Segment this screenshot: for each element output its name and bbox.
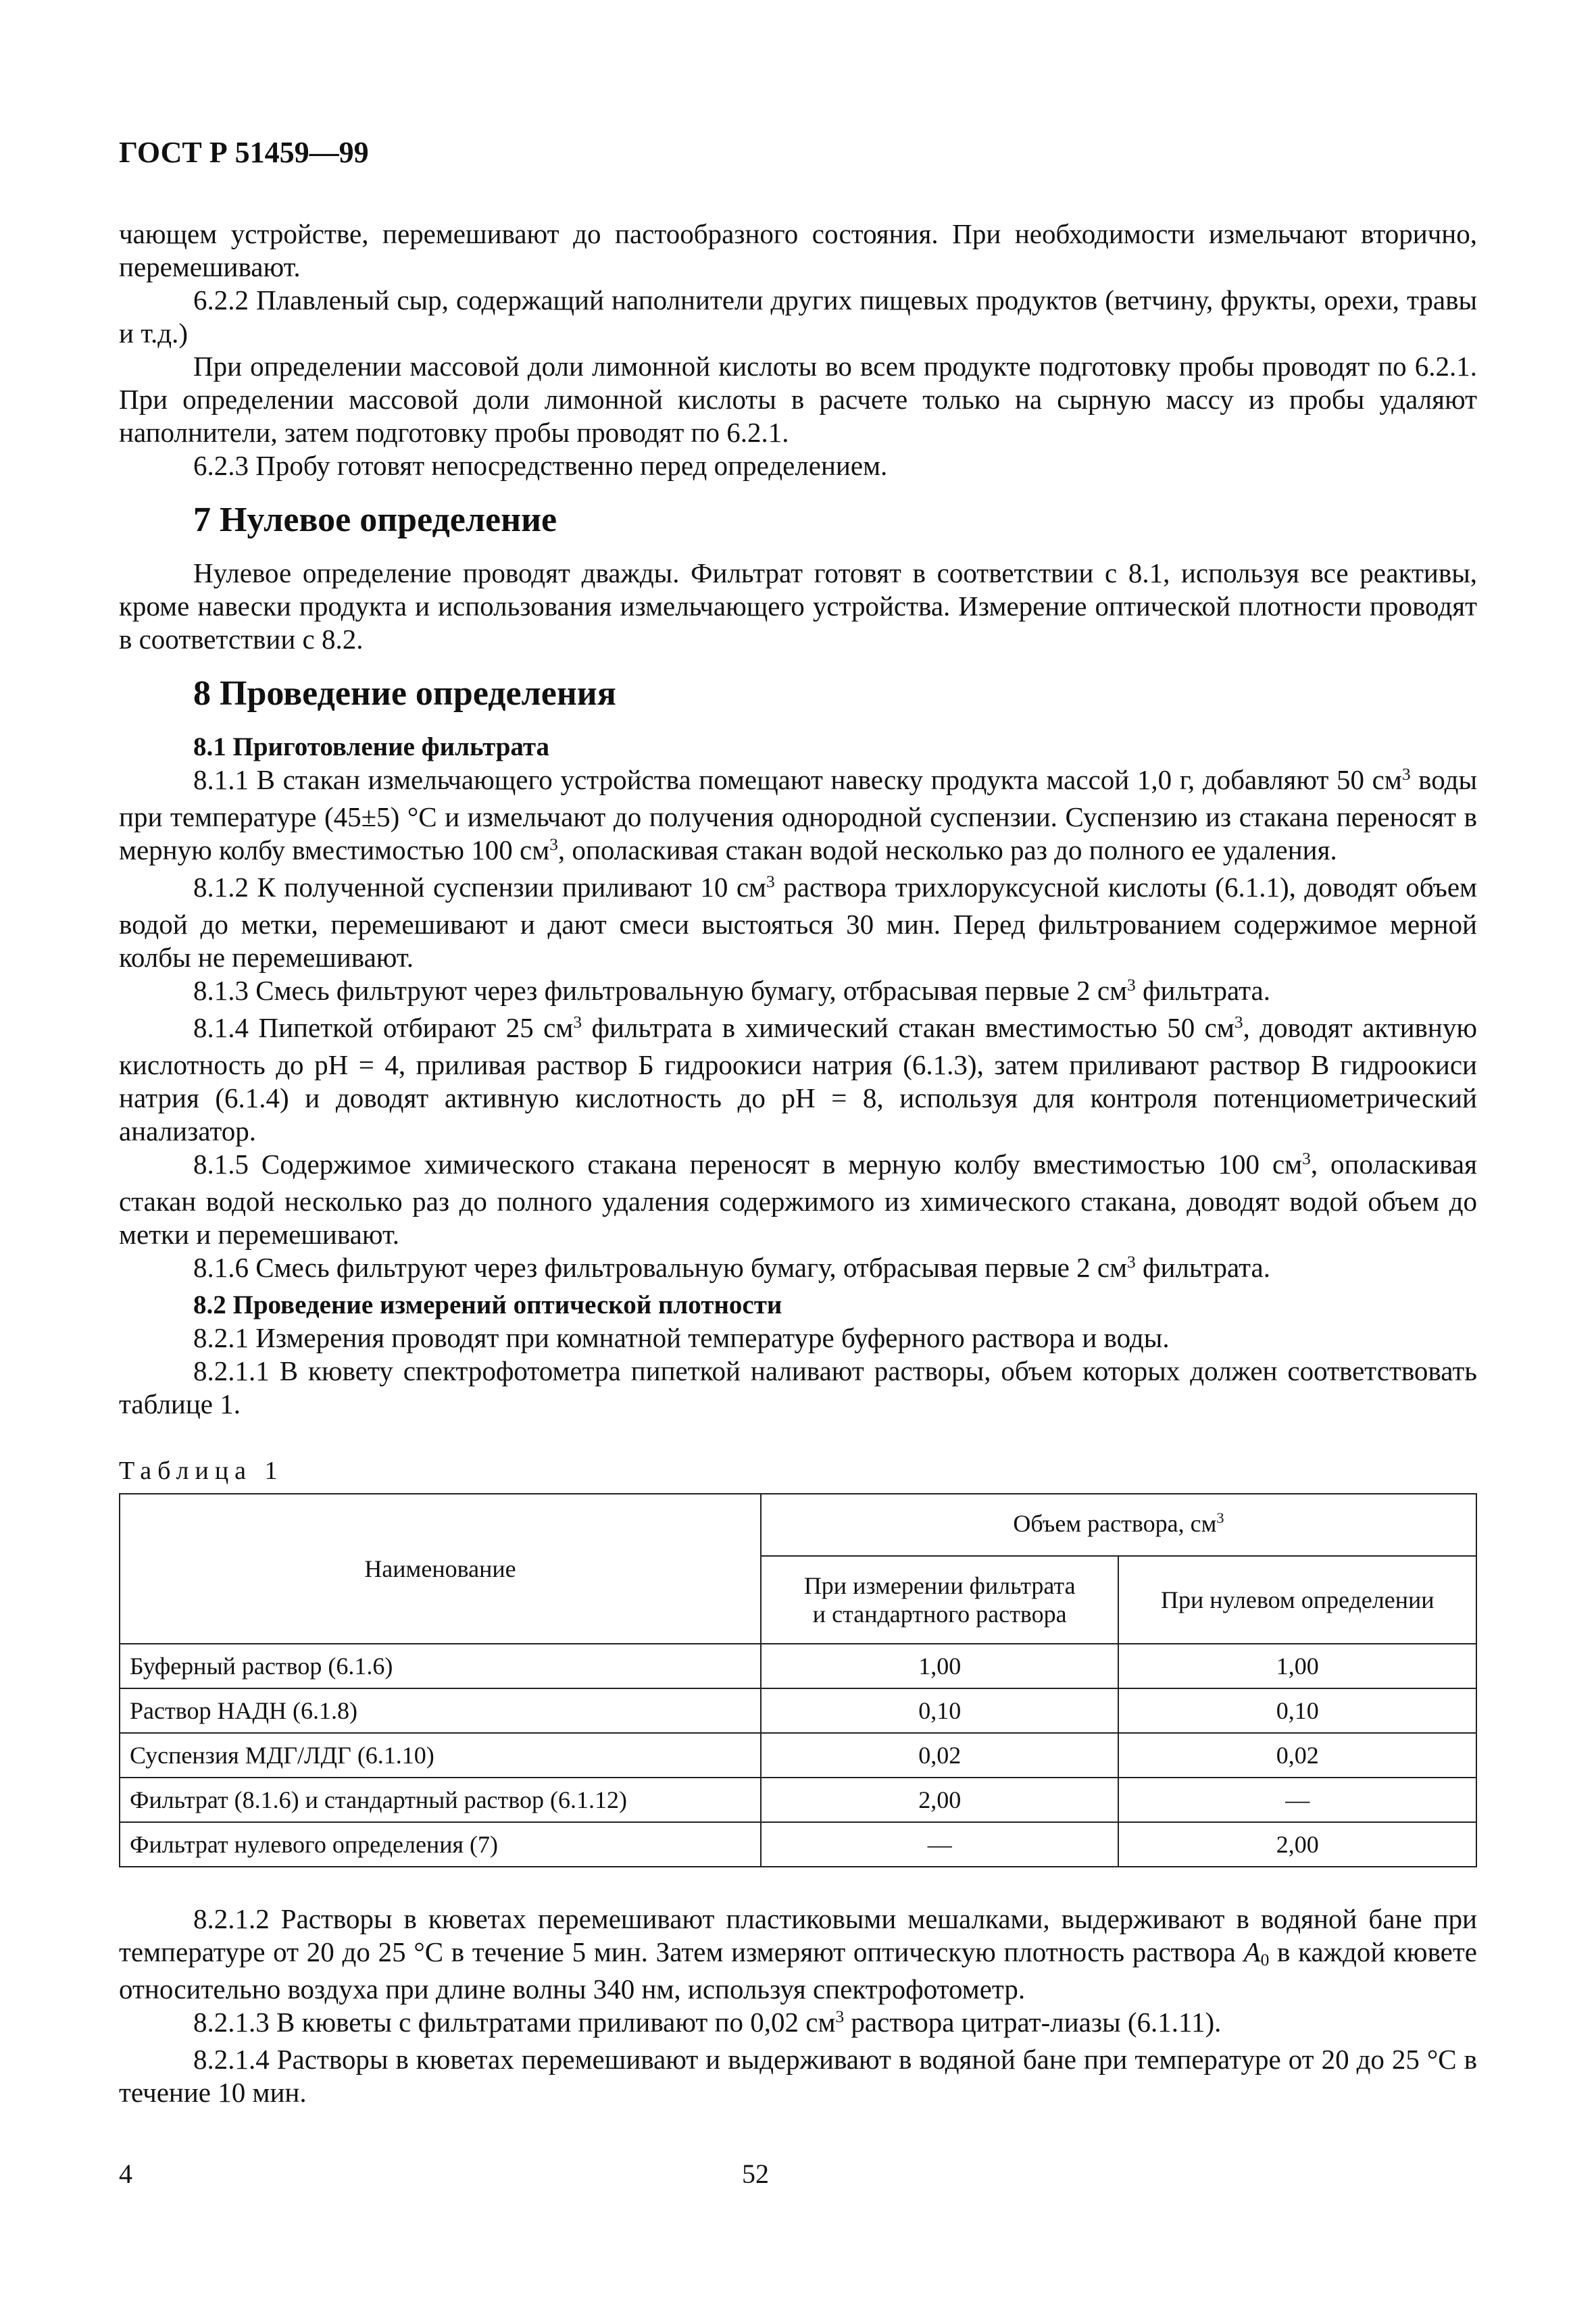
table-row (120, 1644, 1476, 1688)
superscript: 3 (1302, 1149, 1311, 1169)
cell-value: 2,00 (1118, 1822, 1476, 1867)
superscript: 3 (766, 872, 775, 892)
table-row (120, 1778, 1476, 1822)
superscript: 3 (1127, 976, 1136, 995)
paragraph-8-1-3 (119, 974, 1477, 1011)
cell-value: 0,02 (1118, 1733, 1476, 1778)
superscript: 3 (1234, 1013, 1243, 1032)
cell-value: 1,00 (761, 1644, 1119, 1688)
cell-value: — (761, 1822, 1119, 1867)
cell-value: 0,10 (1118, 1688, 1476, 1733)
text-run: фильтрата. (1135, 975, 1270, 1006)
paragraph-8-2-1: 8.2.1 Измерения проводят при комнатной температуре буферного раствора и воды. (193, 1322, 1170, 1353)
table-row (120, 1688, 1476, 1733)
cell-value: — (1118, 1778, 1476, 1822)
paragraph-8-2-1-3 (119, 2006, 1477, 2043)
text-run: 8.1.5 Содержимое химического стакана переносят в мерную колбу вместимостью 100 см (193, 1149, 1303, 1180)
superscript: 3 (573, 1013, 582, 1032)
absorbance-symbol: A (1243, 1936, 1261, 1967)
paragraph-8-2-1-1: 8.2.1.1 В кювету спектрофотометра пипеткой наливают растворы, объем которых должен соответствовать таблице 1. (119, 1355, 1477, 1419)
paragraph-6-2-2: 6.2.2 Плавленый сыр, содержащий наполнители других пищевых продуктов (ветчину, фрукты, орехи, травы и т.д.) (119, 284, 1477, 349)
text-run: 8.1.1 В стакан измельчающего устройства помещают навеску продукта массой 1,0 г, добавляют 50 см (193, 764, 1402, 795)
cell-name: Фильтрат (8.1.6) и стандартный раствор (6.1.12) (120, 1778, 761, 1822)
subscript: 0 (1260, 1951, 1270, 1970)
paragraph-continuation: чающем устройстве, перемешивают до пастообразного состояния. При необходимости измельчают вторично, перемешивают. (119, 218, 1477, 282)
paragraph-8-1-2 (119, 871, 1477, 974)
header-volume-group (761, 1494, 1476, 1556)
table-row (120, 1733, 1476, 1778)
text-run: , ополаскивая стакан водой несколько раз до полного удаления содержимого из химического стакана, доводят водой объем до метки и перемешивают. (119, 1149, 1477, 1250)
text-run: 8.2.1.2 Растворы в кюветах перемешивают пластиковыми мешалками, выдерживают в водяной бане при температуре от 20 до 25 °С в течение 5 мин. Затем измеряют оптическую плотность раствора (119, 1903, 1477, 1967)
paragraph-8-1-1 (119, 763, 1477, 871)
page-number-left: 4 (119, 2159, 132, 2189)
table-caption: Таблица 1 (119, 1457, 284, 1485)
text-run: 8.2.1.3 В кюветы с фильтратами приливают по 0,02 см (193, 2007, 836, 2038)
document-body (119, 218, 1477, 2109)
paragraph-6-2-3: 6.2.3 Пробу готовят непосредственно перед определением. (193, 450, 888, 481)
header-line: и стандартного раствора (812, 1601, 1067, 1628)
text-run: воды при температуре (45±5) °С и измельчают до получения однородной суспензии. Суспензию из стакана переносят в мерную колбу вместимостью 100 см (119, 764, 1477, 865)
document-header: ГОСТ Р 51459—99 (119, 136, 369, 169)
text-run: раствора цитрат-лиазы (6.1.11). (844, 2007, 1222, 2038)
header-name: Наименование (120, 1494, 761, 1644)
text-run: фильтрата. (1135, 1252, 1270, 1283)
header-measurement (761, 1556, 1119, 1644)
text-run: 8.1.4 Пипеткой отбирают 25 см (193, 1012, 574, 1043)
cell-value: 1,00 (1118, 1644, 1476, 1688)
section-7-title: 7 Нулевое определение (193, 501, 557, 539)
cell-name: Раствор НАДН (6.1.8) (120, 1688, 761, 1733)
paragraph-8-2-1-2 (119, 1903, 1477, 2006)
superscript: 3 (1216, 1509, 1224, 1527)
after-table-text (119, 1903, 1477, 2109)
paragraph-8-1-6 (119, 1251, 1477, 1288)
superscript: 3 (835, 2007, 845, 2027)
paragraph-8-2-1-4: 8.2.1.4 Растворы в кюветах перемешивают и выдерживают в водяной бане при температуре от 20 до 25 °С в течение 10 мин. (119, 2044, 1477, 2108)
header-zero: При нулевом определении (1118, 1556, 1476, 1644)
superscript: 3 (1127, 1253, 1136, 1272)
text-run: 8.1.3 Смесь фильтруют через фильтровальную бумагу, отбрасывая первые 2 см (193, 975, 1128, 1006)
superscript: 3 (1401, 765, 1411, 784)
text-run: 8.1.2 К полученной суспензии приливают 10 см (193, 872, 767, 903)
text-run: , доводят активную кислотность до рН = 4, приливая раствор Б гидроокиси натрия (6.1.3), затем приливают раствор В гидроокиси натрия (6.1.4) и доводят активную кислотность до рН = 8, используя для контроля потенциометрический анализатор. (119, 1012, 1477, 1147)
cell-value: 0,10 (761, 1688, 1119, 1733)
subsection-8-2-title: 8.2 Проведение измерений оптической плотности (193, 1290, 782, 1319)
text-run: раствора трихлоруксусной кислоты (6.1.1), доводят объем водой до метки, перемешивают и дают смеси выстояться 30 мин. Перед фильтрованием содержимое мерной колбы не перемешивают. (119, 872, 1477, 973)
superscript: 3 (549, 835, 558, 855)
cell-name: Фильтрат нулевого определения (7) (120, 1822, 761, 1867)
table-row (120, 1822, 1476, 1867)
text-run: в каждой кювете относительно воздуха при длине волны 340 нм, используя спектрофотометр. (119, 1936, 1477, 2005)
section-8-title: 8 Проведение определения (193, 674, 616, 713)
cell-name: Суспензия МДГ/ЛДГ (6.1.10) (120, 1733, 761, 1778)
text-run: фильтрата в химический стакан вместимостью 50 см (582, 1012, 1235, 1043)
cell-value: 0,02 (761, 1733, 1119, 1778)
header-line: При измерении фильтрата (803, 1572, 1076, 1599)
text-run: , ополаскивая стакан водой несколько раз до полного ее удаления. (557, 834, 1337, 865)
cell-value: 2,00 (761, 1778, 1119, 1822)
paragraph-6-2-2-detail: При определении массовой доли лимонной кислоты во всем продукте подготовку пробы проводят по 6.2.1. При определении массовой доли лимонной кислоты в расчете только на сырную массу из пробы удаляют наполнители, затем подготовку пробы проводят по 6.2.1. (119, 351, 1477, 448)
table-header-row (120, 1494, 1476, 1556)
page-number-center: 52 (742, 2159, 769, 2189)
volume-table (119, 1493, 1477, 1867)
text-run: 8.1.6 Смесь фильтруют через фильтровальную бумагу, отбрасывая первые 2 см (193, 1252, 1128, 1283)
cell-name: Буферный раствор (6.1.6) (120, 1644, 761, 1688)
paragraph-8-1-4 (119, 1011, 1477, 1148)
paragraph-8-1-5 (119, 1148, 1477, 1251)
section-7-text: Нулевое определение проводят дважды. Фильтрат готовят в соответствии с 8.1, используя все реактивы, кроме навески продукта и использования измельчающего устройства. Измерение оптической плотности проводят в соответствии с 8.2. (119, 557, 1477, 655)
header-text: Объем раствора, см (1013, 1509, 1217, 1537)
subsection-8-1-title: 8.1 Приготовление фильтрата (193, 732, 550, 761)
